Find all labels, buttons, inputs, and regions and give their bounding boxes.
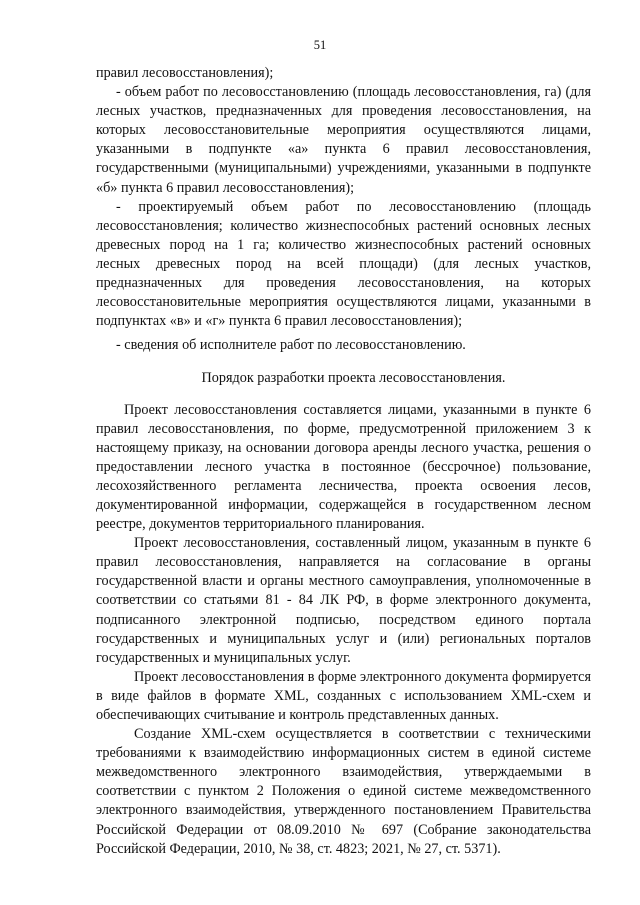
paragraph: Проект лесовосстановления в форме электронного документа формируется в виде файлов в формате XML, созданных с использованием XML-схем и обеспечивающих считывание и контроль представленных данных. bbox=[96, 668, 591, 723]
paragraph: Проект лесовосстановления составляется лицами, указанными в пункте 6 правил лесовосстановления, по форме, предусмотренной приложением 3 к настоящему приказу, на основании договора аренды лесного участка, решения о предоставлении лесного участка в постоянное (бессрочное) пользование, лесохозяйственного регламента лесничества, проекта освоения лесов, документированной информации, содержащейся в государственном лесном реестре, документов территориального планирования. bbox=[96, 401, 591, 533]
section-heading: Порядок разработки проекта лесовосстановления. bbox=[201, 370, 506, 387]
document-body bbox=[96, 64, 591, 859]
page-number: 51 bbox=[313, 38, 327, 52]
paragraph: Создание XML-схем осуществляется в соответствии с техническими требованиями к взаимодействию информационных систем в единой системе межведомственного электронного взаимодействия, утверждаемыми в соответствии с пунктом 2 Положения о единой системе межведомственного электронного взаимодействия, утвержденного постановлением Правительства Российской Федерации от 08.09.2010 № 697 (Собрание законодательства Российской Федерации, 2010, № 38, ст. 4823; 2021, № 27, ст. 5371). bbox=[96, 726, 591, 857]
list-item: - сведения об исполнителе работ по лесовосстановлению. bbox=[116, 337, 466, 354]
list-item-continuation: правил лесовосстановления); bbox=[96, 65, 274, 81]
list-item: - проектируемый объем работ по лесовосстановлению (площадь лесовосстановления; количество жизнеспособных растений основных лесных древесных пород на 1 га; количество жизнеспособных растений основных лесных древесных пород на всей площади) (для лесных участков, предназначенных для проведения лесовосстановления, на которых лесовосстановительные мероприятия осуществляются лицами, указанными в подпунктах «в» и «г» пункта 6 правил лесовосстановления); bbox=[96, 198, 591, 330]
paragraph: Проект лесовосстановления, составленный лицом, указанным в пункте 6 правил лесовосстановления, направляется на согласование в органы государственной власти и органы местного самоуправления, уполномоченные в соответствии со статьями 81 - 84 ЛК РФ, в форме электронного документа, подписанного электронной подписью, посредством единого портала государственных и муниципальных услуг и (или) региональных порталов государственных и муниципальных услуг. bbox=[96, 535, 591, 666]
list-item: - объем работ по лесовосстановлению (площадь лесовосстановления, га) (для лесных участков, предназначенных для проведения лесовосстановления, на которых лесовосстановительные мероприятия осуществляются лицами, указанными в подпункте «а» пункта 6 правил лесовосстановления, государственными (муниципальными) учреждениями, указанными в подпункте «б» пункта 6 правил лесовосстановления); bbox=[96, 84, 591, 196]
